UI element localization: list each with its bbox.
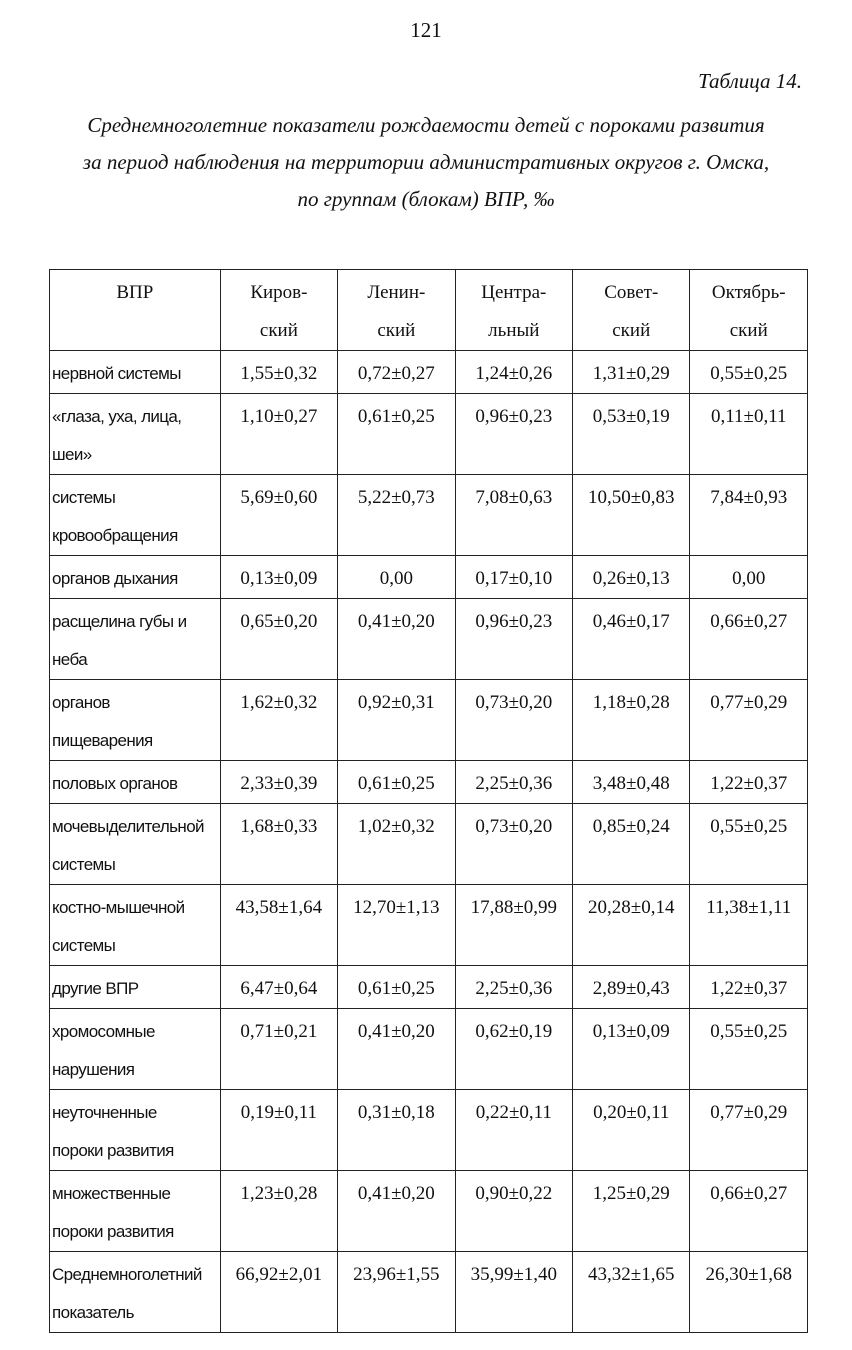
table-row (50, 1090, 808, 1171)
value-cell: 0,55±0,25 (690, 804, 808, 885)
value-cell: 0,11±0,11 (690, 394, 808, 475)
row-label-line: органов (52, 693, 110, 712)
row-label-line: неуточненные (52, 1103, 157, 1122)
header-line: Центра- (481, 282, 547, 303)
row-label-line: неба (52, 650, 88, 669)
value-cell: 2,25±0,36 (455, 761, 572, 804)
value-cell: 0,41±0,20 (338, 1171, 455, 1252)
row-label-line: множественные (52, 1184, 171, 1203)
value-cell: 0,61±0,25 (338, 761, 455, 804)
value-cell: 12,70±1,13 (338, 885, 455, 966)
table-row (50, 885, 808, 966)
row-label-cell (50, 556, 221, 599)
row-label-cell (50, 680, 221, 761)
table-row (50, 475, 808, 556)
caption-line: за период наблюдения на территории административных округов г. Омска, (82, 150, 770, 174)
value-cell: 0,19±0,11 (220, 1090, 337, 1171)
header-cell (50, 270, 221, 351)
table-row (50, 761, 808, 804)
value-cell: 43,58±1,64 (220, 885, 337, 966)
header-line: ский (377, 320, 416, 341)
row-label-line: системы (52, 488, 116, 507)
table-row (50, 556, 808, 599)
header-row (50, 270, 808, 351)
row-label-cell (50, 966, 221, 1009)
value-cell: 0,90±0,22 (455, 1171, 572, 1252)
value-cell: 0,55±0,25 (690, 351, 808, 394)
table-row (50, 966, 808, 1009)
value-cell: 0,85±0,24 (573, 804, 690, 885)
row-label-line: показатель (52, 1303, 134, 1322)
value-cell: 6,47±0,64 (220, 966, 337, 1009)
row-label-cell (50, 804, 221, 885)
value-cell: 1,02±0,32 (338, 804, 455, 885)
row-label-cell (50, 885, 221, 966)
value-cell: 1,62±0,32 (220, 680, 337, 761)
value-cell: 1,55±0,32 (220, 351, 337, 394)
row-label-line: другие ВПР (52, 979, 139, 998)
row-label-line: половых органов (52, 774, 178, 793)
row-label-line: хромосомные (52, 1022, 155, 1041)
row-label-cell (50, 1090, 221, 1171)
value-cell: 0,13±0,09 (573, 1009, 690, 1090)
header-cell (338, 270, 455, 351)
value-cell: 1,10±0,27 (220, 394, 337, 475)
value-cell: 7,84±0,93 (690, 475, 808, 556)
value-cell: 1,24±0,26 (455, 351, 572, 394)
value-cell: 7,08±0,63 (455, 475, 572, 556)
row-label-line: шеи» (52, 445, 92, 464)
value-cell: 0,00 (690, 556, 808, 599)
value-cell: 35,99±1,40 (455, 1252, 572, 1333)
value-cell: 0,77±0,29 (690, 680, 808, 761)
value-cell: 23,96±1,55 (338, 1252, 455, 1333)
header-cell (573, 270, 690, 351)
value-cell: 1,22±0,37 (690, 761, 808, 804)
value-cell: 66,92±2,01 (220, 1252, 337, 1333)
header-line: льный (488, 320, 540, 341)
value-cell: 10,50±0,83 (573, 475, 690, 556)
table-body (50, 351, 808, 1333)
value-cell: 0,66±0,27 (690, 1171, 808, 1252)
row-label-cell (50, 394, 221, 475)
table-label: Таблица 14. (698, 69, 802, 93)
header-cell (690, 270, 808, 351)
value-cell: 1,23±0,28 (220, 1171, 337, 1252)
row-label-line: нервной системы (52, 364, 181, 383)
row-label-cell (50, 351, 221, 394)
value-cell: 0,13±0,09 (220, 556, 337, 599)
value-cell: 26,30±1,68 (690, 1252, 808, 1333)
header-line: Киров- (250, 282, 308, 303)
value-cell: 0,96±0,23 (455, 599, 572, 680)
value-cell: 0,22±0,11 (455, 1090, 572, 1171)
value-cell: 0,62±0,19 (455, 1009, 572, 1090)
table-row (50, 680, 808, 761)
table-row (50, 1171, 808, 1252)
row-label-line: расщелина губы и (52, 612, 187, 631)
value-cell: 0,20±0,11 (573, 1090, 690, 1171)
header-line: ВПР (116, 282, 154, 303)
row-label-cell (50, 599, 221, 680)
row-label-line: кровообращения (52, 526, 178, 545)
value-cell: 1,22±0,37 (690, 966, 808, 1009)
value-cell: 0,61±0,25 (338, 966, 455, 1009)
value-cell: 0,26±0,13 (573, 556, 690, 599)
value-cell: 0,17±0,10 (455, 556, 572, 599)
row-label-cell (50, 1252, 221, 1333)
caption-line: Среднемноголетние показатели рождаемости детей с пороками развития (87, 113, 765, 137)
value-cell: 0,92±0,31 (338, 680, 455, 761)
value-cell: 0,96±0,23 (455, 394, 572, 475)
value-cell: 0,00 (338, 556, 455, 599)
table-row (50, 599, 808, 680)
row-label-cell (50, 1009, 221, 1090)
row-label-line: Среднемноголетний (52, 1265, 202, 1284)
row-label-line: «глаза, уха, лица, (52, 407, 182, 426)
value-cell: 1,68±0,33 (220, 804, 337, 885)
value-cell: 0,55±0,25 (690, 1009, 808, 1090)
data-table (49, 269, 808, 1333)
value-cell: 0,66±0,27 (690, 599, 808, 680)
value-cell: 0,61±0,25 (338, 394, 455, 475)
value-cell: 0,41±0,20 (338, 1009, 455, 1090)
table-caption (40, 107, 812, 218)
header-line: Октябрь- (711, 282, 786, 303)
row-label-line: системы (52, 936, 116, 955)
value-cell: 2,25±0,36 (455, 966, 572, 1009)
row-label-line: костно-мышечной (52, 898, 185, 917)
row-label-line: нарушения (52, 1060, 135, 1079)
value-cell: 0,53±0,19 (573, 394, 690, 475)
header-line: ский (729, 320, 768, 341)
row-label-line: мочевыделительной (52, 817, 204, 836)
value-cell: 0,71±0,21 (220, 1009, 337, 1090)
header-line: ский (259, 320, 298, 341)
row-label-line: пищеварения (52, 731, 153, 750)
value-cell: 2,89±0,43 (573, 966, 690, 1009)
value-cell: 1,31±0,29 (573, 351, 690, 394)
value-cell: 20,28±0,14 (573, 885, 690, 966)
row-label-line: органов дыхания (52, 569, 178, 588)
value-cell: 17,88±0,99 (455, 885, 572, 966)
header-cell (455, 270, 572, 351)
header-line: Совет- (604, 282, 659, 303)
value-cell: 0,73±0,20 (455, 804, 572, 885)
value-cell: 2,33±0,39 (220, 761, 337, 804)
table-row (50, 804, 808, 885)
value-cell: 0,72±0,27 (338, 351, 455, 394)
value-cell: 1,18±0,28 (573, 680, 690, 761)
value-cell: 0,31±0,18 (338, 1090, 455, 1171)
row-label-cell (50, 1171, 221, 1252)
row-label-line: системы (52, 855, 116, 874)
row-label-line: пороки развития (52, 1222, 174, 1241)
value-cell: 0,46±0,17 (573, 599, 690, 680)
row-label-line: пороки развития (52, 1141, 174, 1160)
value-cell: 1,25±0,29 (573, 1171, 690, 1252)
value-cell: 0,77±0,29 (690, 1090, 808, 1171)
value-cell: 5,69±0,60 (220, 475, 337, 556)
table-row (50, 394, 808, 475)
table-header (50, 270, 808, 351)
value-cell: 0,41±0,20 (338, 599, 455, 680)
value-cell: 3,48±0,48 (573, 761, 690, 804)
value-cell: 11,38±1,11 (690, 885, 808, 966)
header-cell (220, 270, 337, 351)
value-cell: 0,65±0,20 (220, 599, 337, 680)
row-label-cell (50, 475, 221, 556)
table-row (50, 351, 808, 394)
table-row (50, 1252, 808, 1333)
row-label-cell (50, 761, 221, 804)
page-number: 121 (410, 18, 442, 42)
header-line: Ленин- (367, 282, 426, 303)
value-cell: 0,73±0,20 (455, 680, 572, 761)
caption-line: по группам (блокам) ВПР, ‰ (297, 187, 555, 211)
value-cell: 43,32±1,65 (573, 1252, 690, 1333)
value-cell: 5,22±0,73 (338, 475, 455, 556)
header-line: ский (612, 320, 651, 341)
table-row (50, 1009, 808, 1090)
